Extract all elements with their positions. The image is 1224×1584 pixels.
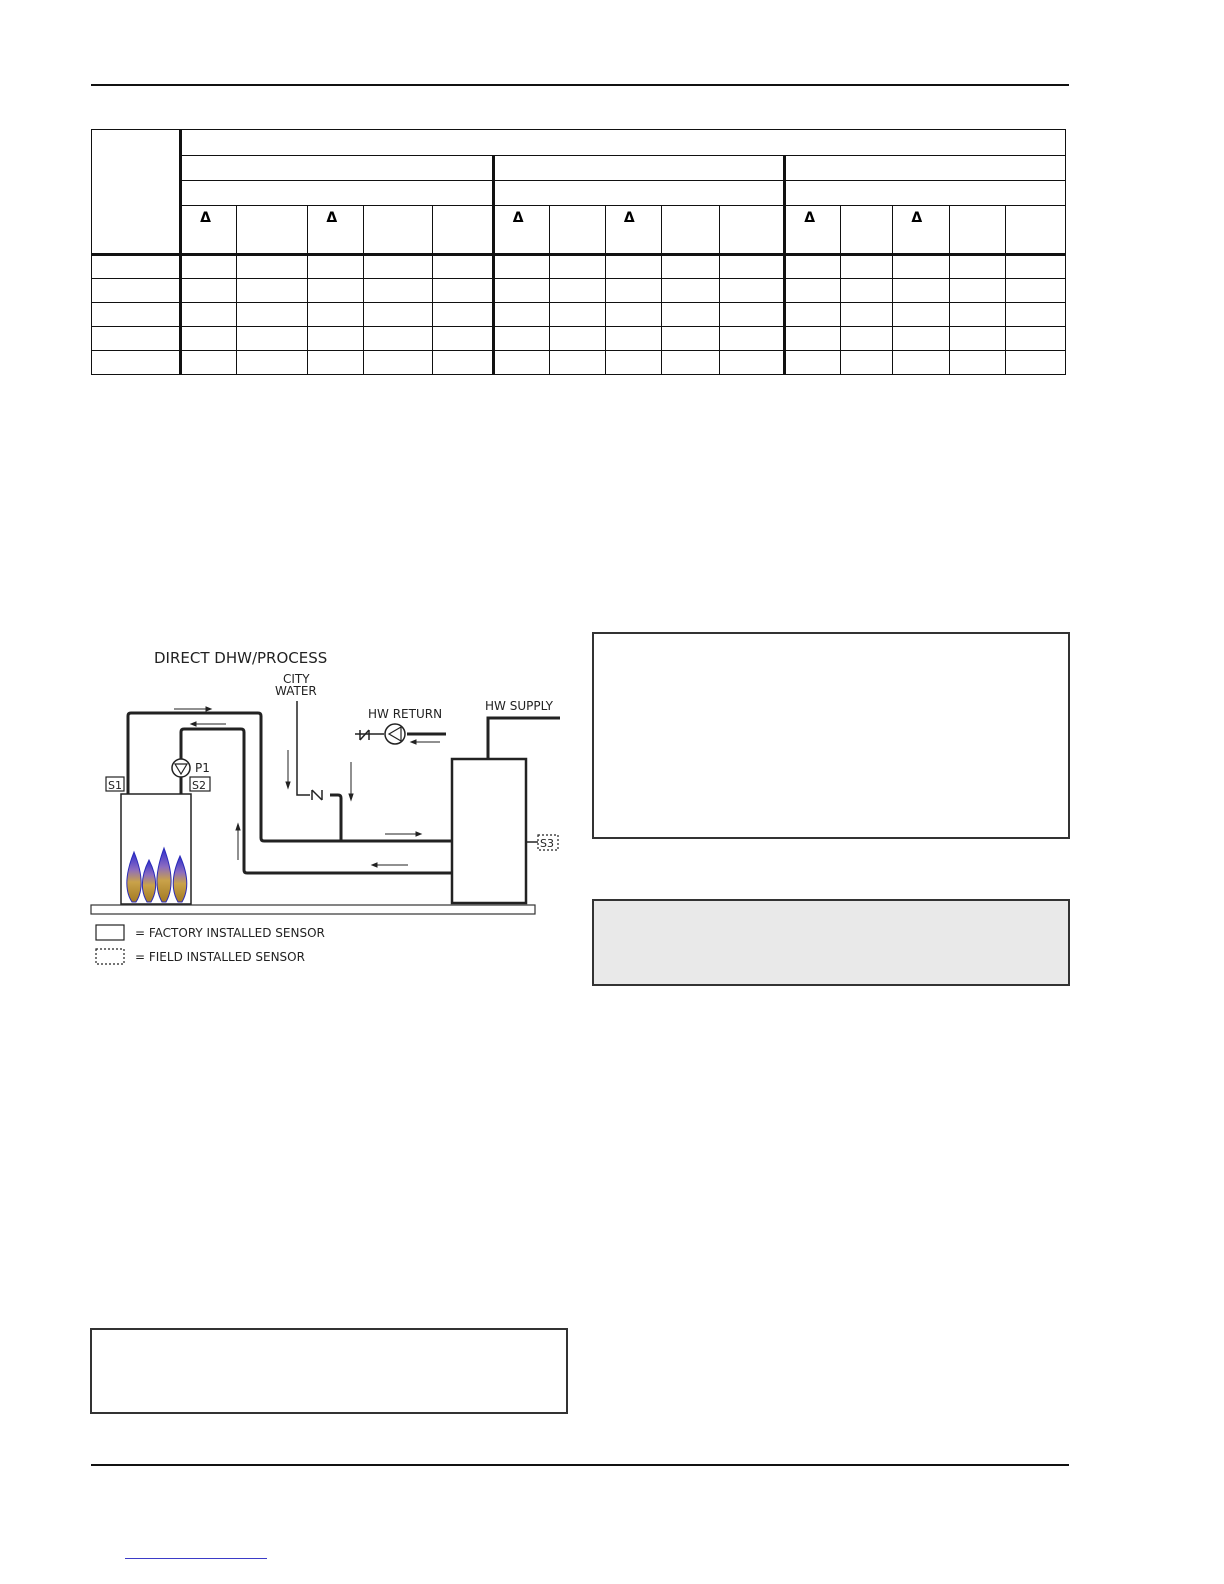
- piping-diagram: [85, 640, 575, 980]
- table-subsection-header-1: [181, 181, 494, 206]
- check-valve-icon: [360, 730, 369, 740]
- hw-supply-label: HW SUPPLY: [485, 699, 553, 713]
- city-water-label-line1: CITY: [283, 672, 310, 686]
- legend-factory-swatch: [96, 925, 124, 940]
- column-header-delta: Δ: [785, 206, 841, 255]
- sensor-s1: [106, 777, 124, 792]
- specification-table: [91, 129, 1066, 375]
- storage-tank: [452, 759, 526, 903]
- hw-return-label: HW RETURN: [368, 707, 443, 721]
- column-header-delta: Δ: [181, 206, 237, 255]
- city-water-label-line2: WATER: [275, 684, 317, 698]
- svg-text:S2: S2: [192, 779, 206, 792]
- header-rule: [91, 84, 1069, 86]
- column-header: [432, 206, 493, 255]
- column-header-delta: Δ: [308, 206, 364, 255]
- svg-text:S3: S3: [540, 837, 554, 850]
- column-header-delta: Δ: [493, 206, 549, 255]
- footer-link[interactable]: [125, 1558, 267, 1559]
- recirculation-pump-icon: [385, 724, 405, 744]
- column-header: [237, 206, 308, 255]
- table-row: [92, 327, 1066, 351]
- svg-text:S1: S1: [108, 779, 122, 792]
- pump-p1-icon: [172, 759, 190, 777]
- sensor-s3: [538, 835, 558, 850]
- column-header: [1005, 206, 1065, 255]
- table-subsection-header-2: [493, 181, 785, 206]
- legend-field-swatch: [96, 949, 124, 964]
- column-header: [949, 206, 1005, 255]
- table-section-header-2: [493, 156, 785, 181]
- note-box-bottom: [90, 1328, 568, 1414]
- floor-base: [91, 905, 535, 914]
- table-subsection-header-3: [785, 181, 1066, 206]
- footer-rule: [91, 1464, 1069, 1466]
- column-header-delta: Δ: [605, 206, 661, 255]
- legend-factory-label: = FACTORY INSTALLED SENSOR: [135, 926, 325, 940]
- diagram-title: DIRECT DHW/PROCESS: [154, 649, 328, 667]
- table-row: [92, 279, 1066, 303]
- table-section-header-3: [785, 156, 1066, 181]
- column-header: [661, 206, 719, 255]
- pump-p1-label: P1: [195, 761, 210, 775]
- table-row: [92, 351, 1066, 375]
- column-header-delta: Δ: [893, 206, 949, 255]
- column-header: [549, 206, 605, 255]
- sensor-s2: [190, 777, 210, 792]
- column-header: [364, 206, 432, 255]
- table-group-header: [181, 130, 1066, 156]
- caution-box: [592, 899, 1070, 986]
- table-corner-cell: [92, 130, 181, 255]
- table-row: [92, 303, 1066, 327]
- check-valve-icon: [312, 790, 322, 800]
- column-header: [720, 206, 785, 255]
- legend-field-label: = FIELD INSTALLED SENSOR: [135, 950, 305, 964]
- table-section-header-1: [181, 156, 494, 181]
- table-row: [92, 255, 1066, 279]
- column-header: [841, 206, 893, 255]
- note-box: [592, 632, 1070, 839]
